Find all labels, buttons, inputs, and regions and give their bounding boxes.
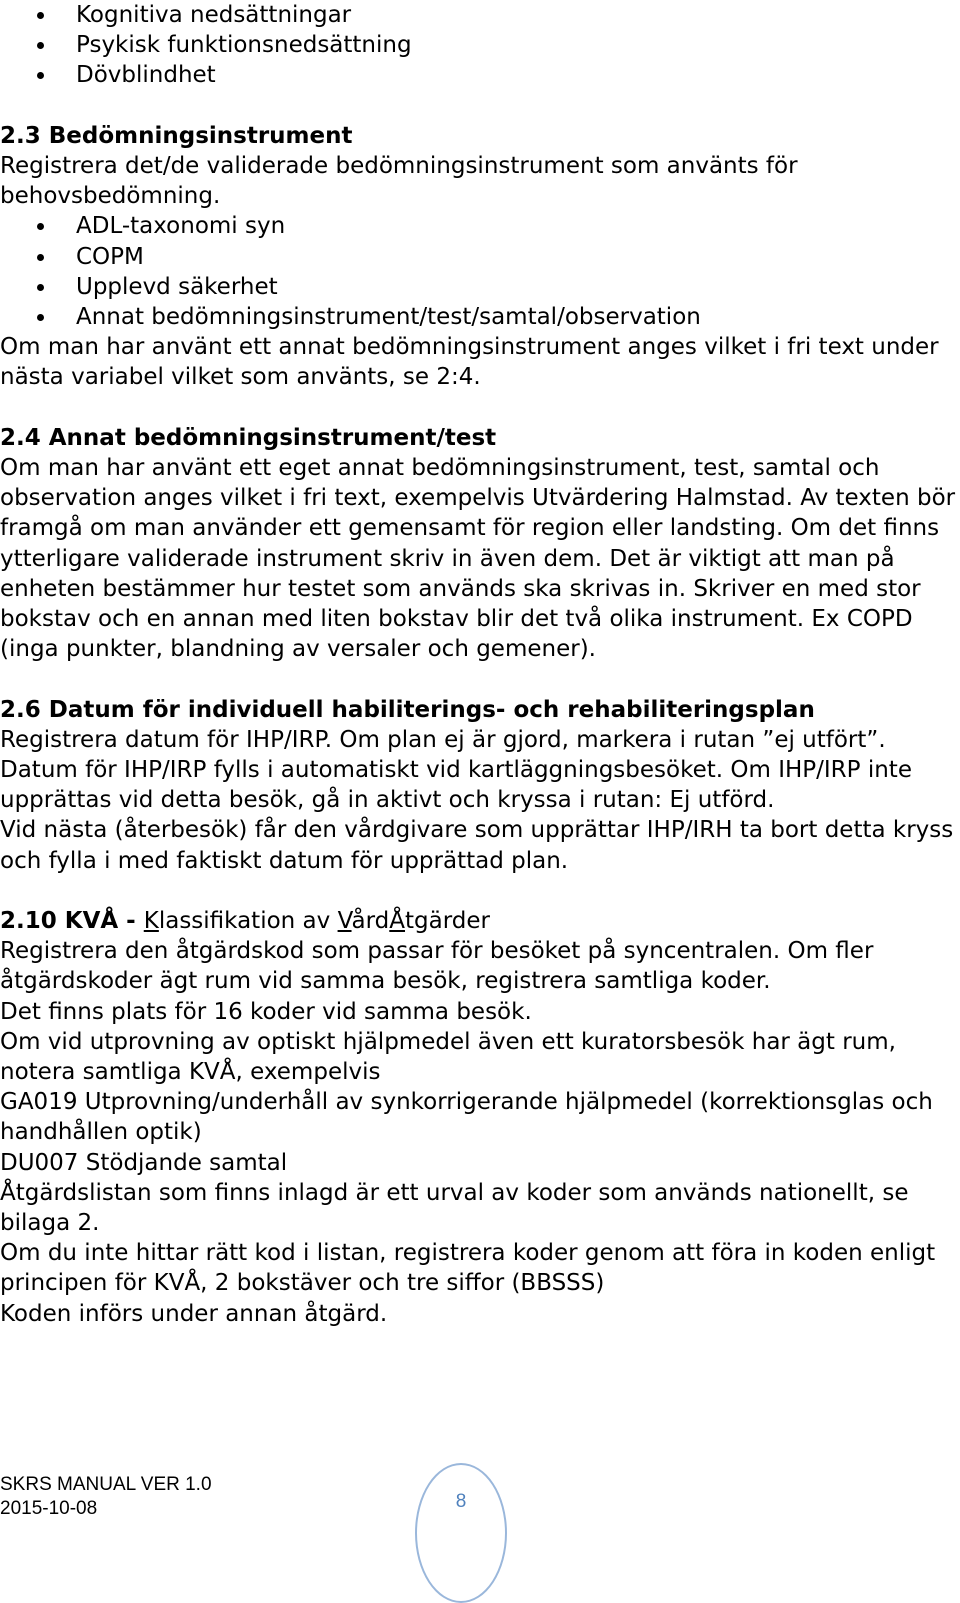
list-item: COPM — [0, 242, 960, 272]
heading-letter-v: V — [337, 908, 352, 935]
manual-version: SKRS MANUAL VER 1.0 — [0, 1474, 212, 1495]
paragraph: Registrera det/de validerade bedömningsinstrument som använts för behovsbedömning. — [0, 153, 798, 210]
paragraph: Om man har använt ett eget annat bedömningsinstrument, test, samtal och observation anges vilket i fri text, exempelvis Utvärdering Halmstad. Av texten bör framgå om man använder ett gemensamt för region eller landsting. Om det finns ytterligare validerade instrument skriv in även dem. Det är viktigt att man på enheten bestämmer hur testet som används ska skrivas in. Skriver en med stor bokstav och en annan med liten bokstav blir det två olika instrument. Ex COPD (inga punkter, blandning av versaler och gemener). — [0, 455, 956, 663]
section-heading: 2.4 Annat bedömningsinstrument/test — [0, 424, 497, 451]
heading-text: lassifikation av — [158, 908, 338, 935]
heading-letter-a: Å — [389, 908, 406, 935]
heading-text: ård — [351, 908, 390, 935]
section-2-4 — [0, 423, 960, 665]
list-item: Annat bedömningsinstrument/test/samtal/observation — [0, 302, 960, 332]
heading-text: tgärder — [405, 908, 490, 935]
paragraph: Datum för IHP/IRP fylls i automatiskt vid kartläggningsbesöket. Om IHP/IRP inte upprättas vid detta besök, gå in aktivt och kryssa i rutan: Ej utförd. — [0, 757, 912, 814]
paragraph: Om du inte hittar rätt kod i listan, registrera koder genom att föra in koden enligt principen för KVÅ, 2 bokstäver och tre siffor (BBSSS) — [0, 1240, 936, 1297]
paragraph: Åtgärdslistan som finns inlagd är ett urval av koder som används nationellt, se bilaga 2. — [0, 1179, 909, 1237]
footer — [0, 1473, 212, 1521]
instrument-list — [0, 211, 960, 332]
paragraph: GA019 Utprovning/underhåll av synkorrigerande hjälpmedel (korrektionsglas och handhållen optik) — [0, 1089, 933, 1146]
list-item: Upplevd säkerhet — [0, 272, 960, 302]
heading-letter-k: K — [143, 908, 159, 935]
paragraph: Registrera den åtgärdskod som passar för besöket på syncentralen. Om fler åtgärdskoder ägt rum vid samma besök, registrera samtliga koder. — [0, 938, 874, 995]
list-item: Dövblindhet — [0, 60, 960, 90]
paragraph: Det finns plats för 16 koder vid samma besök. — [0, 998, 532, 1025]
paragraph: Koden införs under annan åtgärd. — [0, 1300, 388, 1327]
section-heading: 2.3 Bedömningsinstrument — [0, 122, 353, 149]
manual-date: 2015-10-08 — [0, 1498, 98, 1519]
list-item: Psykisk funktionsnedsättning — [0, 30, 960, 60]
paragraph: Vid nästa (återbesök) får den vårdgivare som upprättar IHP/IRH ta bort detta kryss och fylla i med faktiskt datum för upprättad plan. — [0, 817, 954, 874]
heading-bold-part: 2.10 KVÅ - — [0, 908, 144, 935]
page-number: 8 — [455, 1491, 467, 1512]
list-item: ADL-taxonomi syn — [0, 211, 960, 241]
list-item: Kognitiva nedsättningar — [0, 0, 960, 30]
section-heading: 2.6 Datum för individuell habiliterings- och rehabiliteringsplan — [0, 696, 815, 723]
section-2-6 — [0, 695, 960, 876]
section-2-10 — [0, 906, 960, 1329]
disability-list — [0, 0, 960, 91]
paragraph: Om vid utprovning av optiskt hjälpmedel även ett kuratorsbesök har ägt rum, notera samtliga KVÅ, exempelvis — [0, 1028, 896, 1086]
paragraph: DU007 Stödjande samtal — [0, 1149, 288, 1176]
page-number-circle — [415, 1463, 507, 1603]
paragraph: Registrera datum för IHP/IRP. Om plan ej är gjord, markera i rutan ”ej utfört”. — [0, 726, 886, 753]
paragraph: Om man har använt ett annat bedömningsinstrument anges vilket i fri text under nästa variabel vilket som använts, se 2:4. — [0, 334, 939, 391]
section-heading — [0, 906, 960, 936]
section-2-3 — [0, 121, 960, 393]
